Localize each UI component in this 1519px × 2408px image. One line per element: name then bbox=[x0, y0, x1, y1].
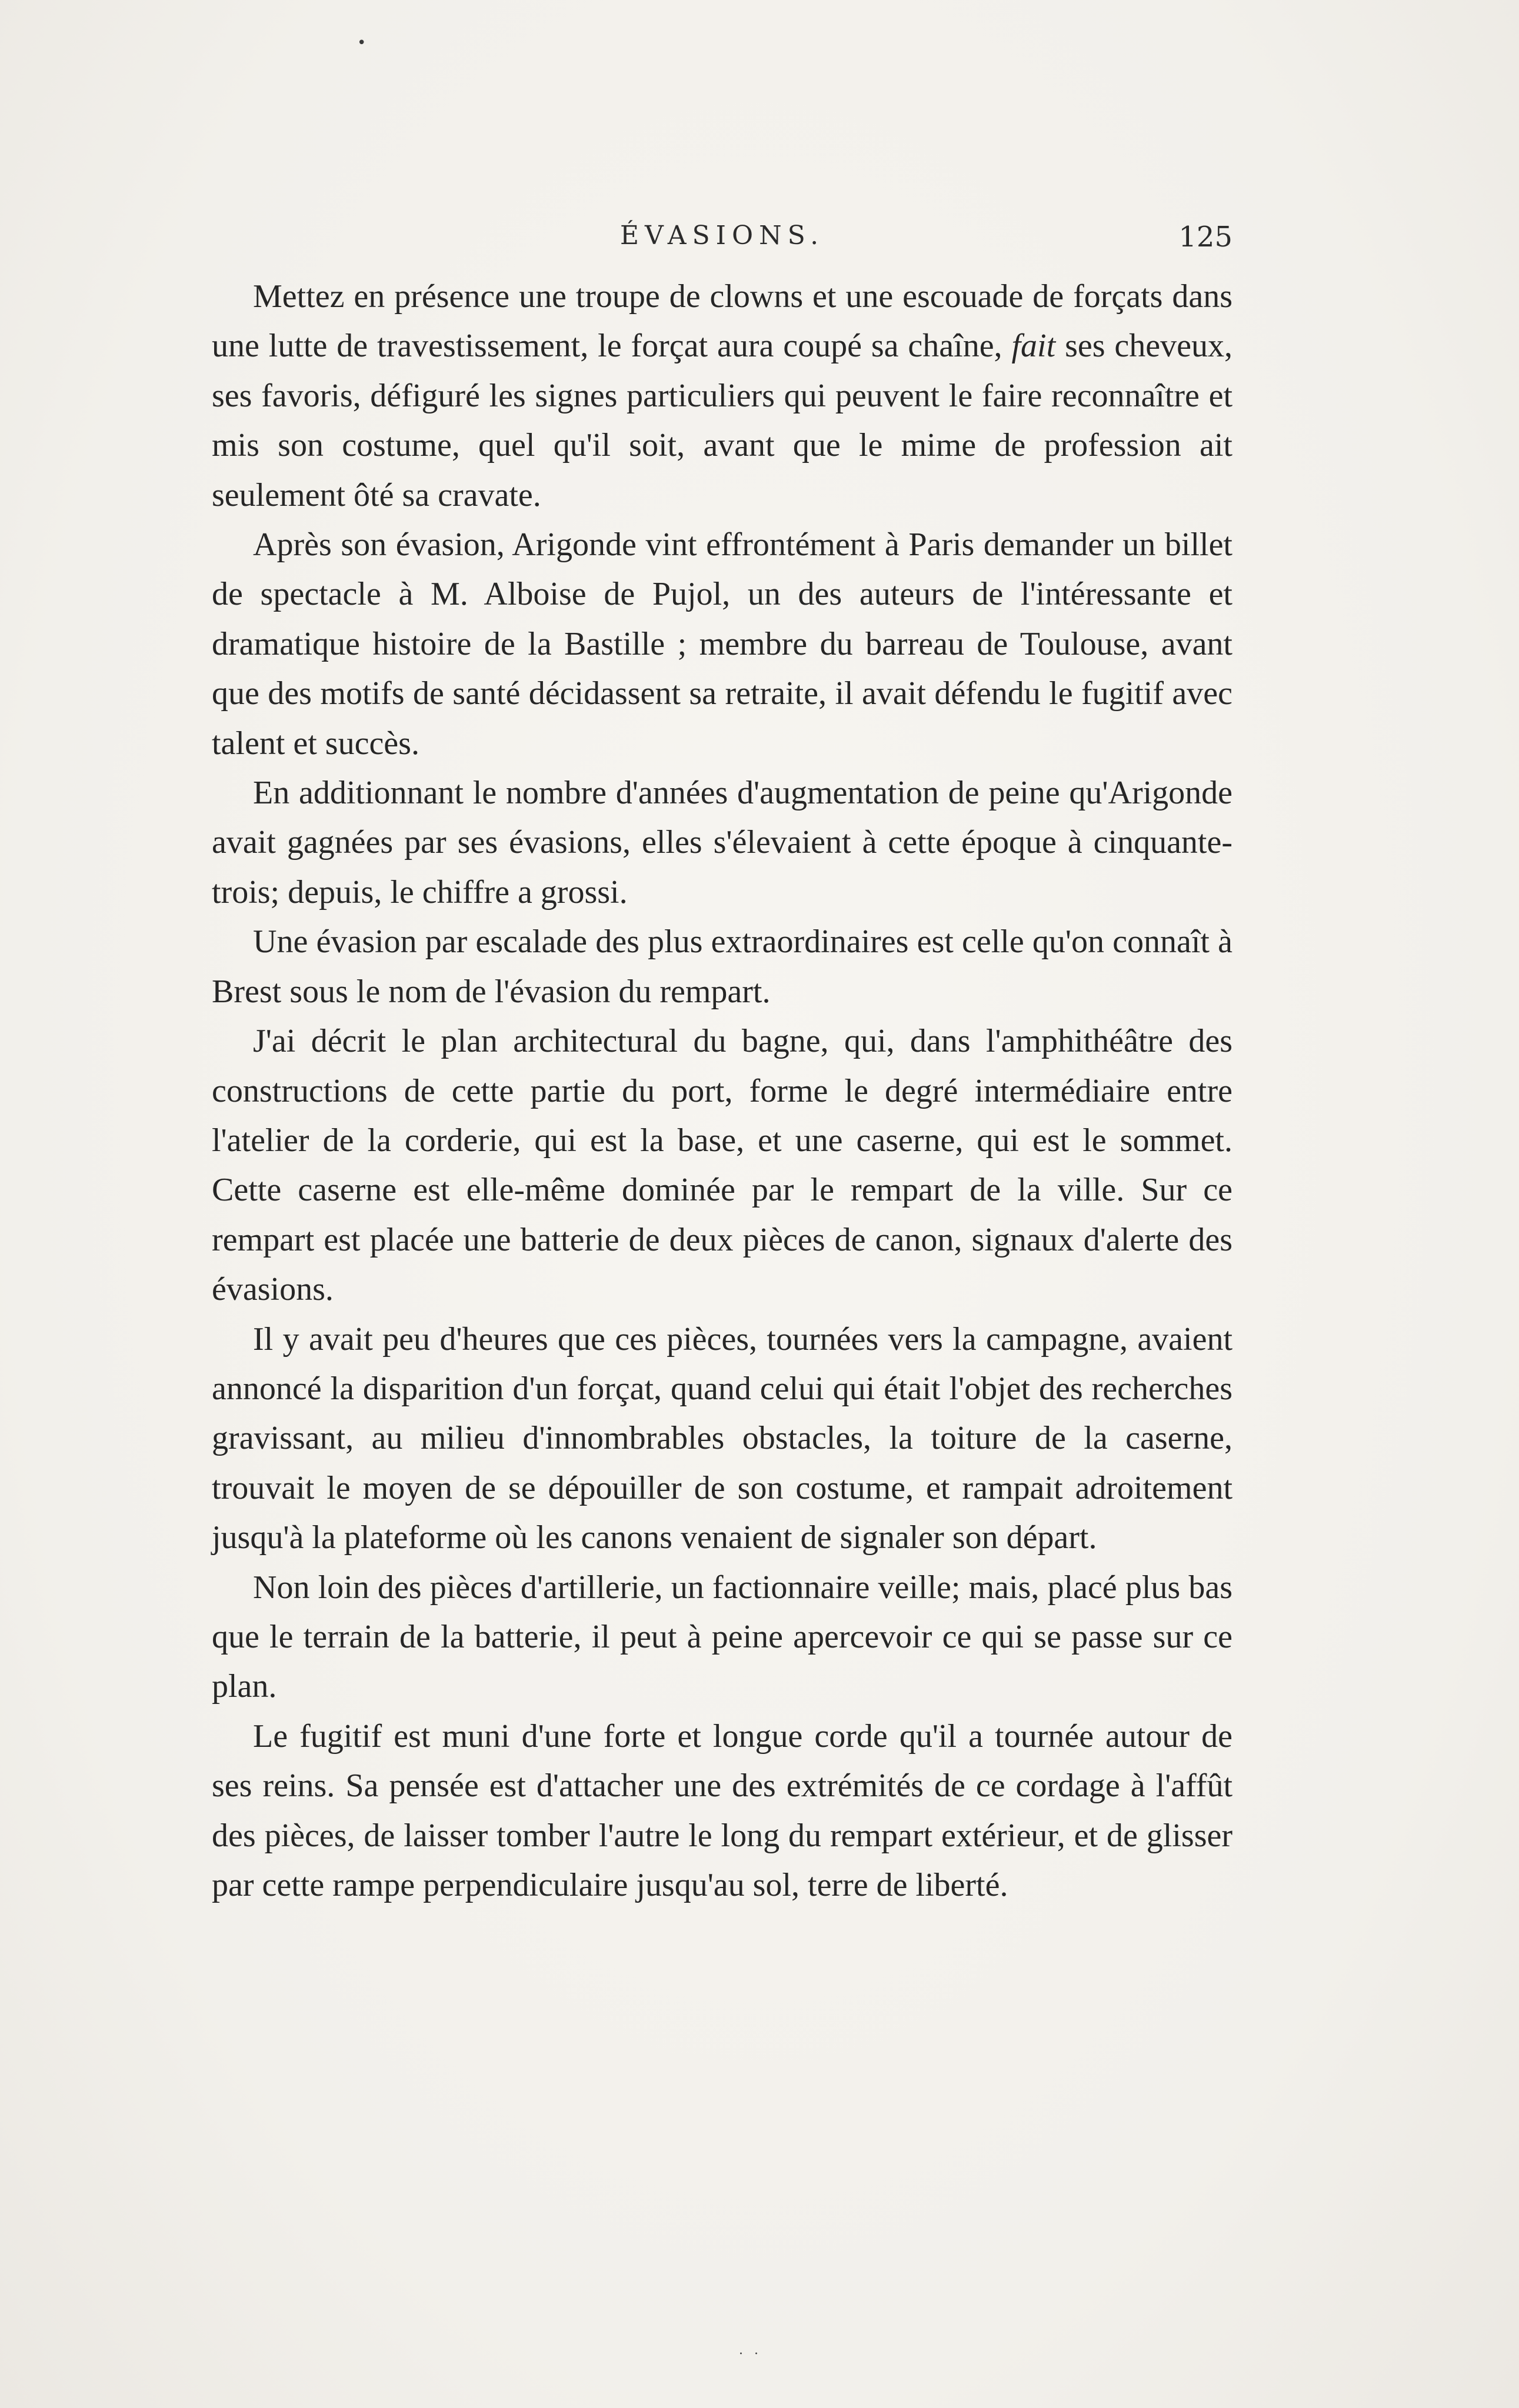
ink-speck: • bbox=[357, 34, 367, 52]
paragraph-4: Une évasion par escalade des plus extraordinaires est celle qu'on connaît à Brest sous le nom de l'évasion du rempart. bbox=[212, 923, 1232, 1010]
ink-speck: · · bbox=[739, 2347, 762, 2362]
paragraph-8: Le fugitif est muni d'une forte et longue corde qu'il a tournée autour de ses reins. Sa pensée est d'attacher une des extrémités de ce cordage à l'affût des pièces, de laisser tomber l'autre le long du rempart extérieur, et de glisser par cette rampe perpendiculaire jusqu'au sol, terre de liberté. bbox=[212, 1717, 1232, 1903]
running-title: ÉVASIONS. bbox=[619, 221, 825, 251]
page-number: 125 bbox=[1178, 221, 1232, 254]
page-header bbox=[212, 221, 1232, 262]
paragraph-5: J'ai décrit le plan architectural du bagne, qui, dans l'amphithéâtre des constructions de cette partie du port, forme le degré intermédiaire entre l'atelier de la corderie, qui est la base, et une caserne, qui est le sommet. Cette caserne est elle-même dominée par le rempart de la ville. Sur ce rempart est placée une batterie de deux pièces de canon, signaux d'alerte des évasions. bbox=[212, 1023, 1232, 1308]
paragraph-1-italic-word: fait bbox=[1011, 328, 1056, 365]
paragraph-7: Non loin des pièces d'artillerie, un factionnaire veille; mais, placé plus bas que le terrain de la batterie, il peut à peine apercevoir ce qui se passe sur ce plan. bbox=[212, 1569, 1232, 1705]
paragraph-3: En additionnant le nombre d'années d'augmentation de peine qu'Arigonde avait gagnées par ses évasions, elles s'élevaient à cette époque à cinquante-trois; depuis, le chiffre a grossi. bbox=[212, 775, 1232, 910]
body-text bbox=[212, 272, 1232, 1910]
paragraph-1 bbox=[212, 272, 1232, 520]
paragraph-1-text-b: ses cheveux, ses favoris, défiguré les signes particuliers qui peuvent le faire reconnaître et mis son costume, quel qu'il soit, avant que le mime de profession ait seulement ôté sa cravate. bbox=[212, 328, 1232, 513]
paragraph-6: Il y avait peu d'heures que ces pièces, tournées vers la campagne, avaient annoncé la disparition d'un forçat, quand celui qui était l'objet des recherches gravissant, au milieu d'innombrables obstacles, la toiture de la caserne, trouvait le moyen de se dépouiller de son costume, et rampait adroitement jusqu'à la plateforme où les canons venaient de signaler son départ. bbox=[212, 1320, 1232, 1556]
paragraph-2: Après son évasion, Arigonde vint effrontément à Paris demander un billet de spectacle à M. Alboise de Pujol, un des auteurs de l'intéressante et dramatique histoire de la Bastille ; membre du barreau de Toulouse, avant que des motifs de santé décidassent sa retraite, il avait défendu le fugitif avec talent et succès. bbox=[212, 526, 1232, 762]
paragraph-1-text-a: Mettez en présence une troupe de clowns et une escouade de forçats dans une lutte de travestissement, le forçat aura coupé sa chaîne, bbox=[212, 278, 1232, 365]
